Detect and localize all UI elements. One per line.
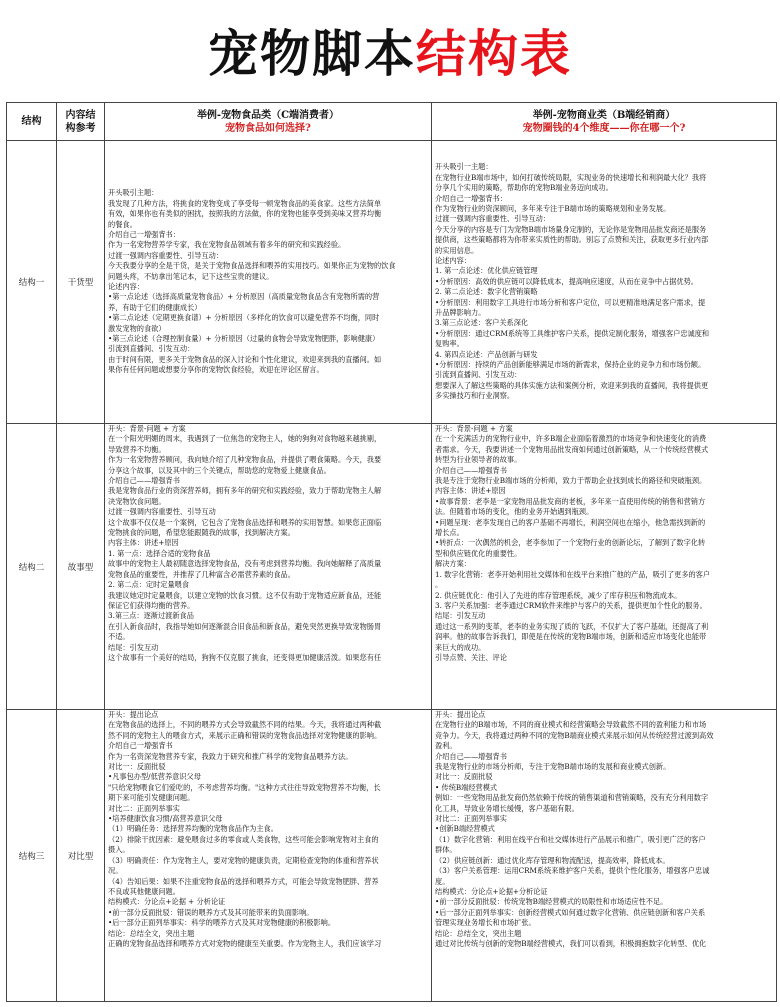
- text-line: 决宠物饮食问题。: [108, 496, 166, 506]
- c-example-cell: [105, 710, 432, 1002]
- text-line: 对比二：正面列举事实: [435, 814, 507, 824]
- text-line: 介绍自己一增强背书: [108, 741, 173, 751]
- text-line: 过渡一强调内容重要性、引导互动：: [108, 250, 224, 260]
- header-c-title: 举例-宠物食品类（C端消费者）: [196, 109, 340, 121]
- structure-table: [6, 102, 777, 1002]
- text-line: 引流到直播间、引发互动：: [108, 344, 195, 354]
- text-line: •分析原因：持续的产品创新能够满足市场的新需求，保持企业的竞争力和市场份额。: [435, 360, 706, 370]
- text-line: 不良或其他健康问题。: [108, 886, 180, 896]
- text-line: 增长点。: [435, 528, 464, 538]
- header-c-example: [105, 103, 432, 141]
- text-line: 的实用信息。: [435, 245, 479, 255]
- row-label: 结构二: [7, 424, 57, 710]
- text-line: 这个故事有一个美好的结局，狗狗不仅克服了挑食，还变得更加健康活泼。如果您有任: [108, 652, 382, 662]
- c-example-cell: [105, 141, 432, 424]
- text-line: 我建议她定时定量喂食，以建立宠物的饮食习惯。这不仅有助于宠物适应新食品，还能: [108, 590, 382, 600]
- text-line: •分析原因：高效的供应链可以降低成本，提高响应速度，从而在竞争中占据优势。: [435, 276, 698, 286]
- text-line: 竞争力。今天，我将通过两种不同的宠物B端商业模式来展示如何从传统经营过渡到高效: [435, 730, 714, 740]
- text-line: （1）数字化营销：利用在线平台和社交媒体进行产品展示和推广，吸引更广泛的客户: [435, 834, 706, 844]
- text-line: 盈利。: [435, 741, 457, 751]
- text-line: 然不同的宠物主人的喂食方式，来展示正确和错误的宠物食品选择对宠物健康的影响。: [108, 730, 382, 740]
- text-line: （3）客户关系管理：运用CRM系统来维护客户关系，提供个性化服务，增强客户忠诚: [435, 866, 710, 876]
- text-line: •转折点：一次偶然的机会，老李参加了一个宠物行业的创新论坛，了解到了数字化转: [435, 538, 706, 548]
- text-line: 3.第三点：逐渐过渡新食品: [108, 611, 194, 621]
- text-line: 多实操技巧和行业洞察。: [435, 391, 515, 401]
- text-line: 者需求。今天，我要讲述一个宠物用品批发商如何通过创新策略，从一个传统经营模式: [435, 444, 709, 454]
- text-line: 作为一名宠物营养学专家，我在宠物食品领域有着多年的研究和实践经验。: [108, 240, 346, 250]
- text-line: （4）告知后果：如果不注重宠物食品的选择和喂养方式，可能会导致宠物肥胖、营养: [108, 876, 379, 886]
- text-line: 2. 供应链优化：他引入了先进的库存管理系统，减少了库存积压和物流成本。: [435, 590, 682, 600]
- text-line: 结论：总结全文，突出主题: [435, 928, 522, 938]
- text-line: 在宠物食品的选择上，不同的喂养方式会导致截然不同的结果。今天，我将通过两种截: [108, 720, 382, 730]
- row-structure-3: [7, 710, 777, 1002]
- text-line: 在一个阳光明媚的周末，我遇到了一位焦急的宠物主人，她的狗狗对食物越来越挑剔，: [108, 434, 382, 444]
- text-line: 2. 第二点论述：数字化营销策略: [435, 287, 538, 297]
- text-line: 结尾：引发互动: [435, 611, 486, 621]
- text-line: 结尾：引发互动: [108, 642, 159, 652]
- c-example-text: [105, 710, 431, 949]
- text-line: 度。: [435, 876, 450, 886]
- title-part-red: 结构表: [416, 25, 572, 83]
- text-line: 3.第三点论述：客户关系深化: [435, 318, 529, 328]
- text-line: 化工具，导致业务增长缓慢，客户基础有限。: [435, 803, 579, 813]
- text-line: 介绍自己——增强背书: [435, 465, 507, 475]
- text-line: 我是宠物行业的市场分析师，专注于宠物B端市场的发展和商业模式创新。: [435, 762, 671, 772]
- c-example-text: [105, 188, 431, 375]
- text-line: 况。: [108, 866, 123, 876]
- header-content-ref: 内容结构参考: [57, 103, 105, 141]
- text-line: 复购率。: [435, 339, 464, 349]
- text-line: 作为一名资深宠物营养专家，我致力于研究和推广科学的宠物食品喂养方法。: [108, 751, 353, 761]
- header-b-title: 举例-宠物商业类（B端经销商）: [532, 109, 676, 121]
- text-line: •分析原因：利用数字工具进行市场分析和客户定位，可以更精准地满足客户需求，提: [435, 297, 706, 307]
- text-line: 结构模式：分论点+论据+分析论证: [435, 886, 548, 896]
- text-line: （2）供应链创新：通过优化库存管理和物流配送，提高效率，降低成本。: [435, 855, 670, 865]
- text-line: "只给宠物喂食它们爱吃的，不考虑营养均衡。"这种方式往往导致宠物营养不均衡，长: [108, 782, 381, 792]
- text-line: 例如：一些宠物用品批发商仍然依赖于传统的销售渠道和营销策略，没有充分利用数字: [435, 793, 709, 803]
- text-line: •第三点论述（合理控制食量）+ 分析原因（过量的食物会导致宠物肥胖，影响健康）: [108, 334, 380, 344]
- row-type: 对比型: [57, 710, 105, 1002]
- b-example-text: [432, 162, 776, 401]
- text-line: •前一部分反面批驳：错误的喂养方式及其可能带来的负面影响。: [108, 907, 314, 917]
- text-line: 宠物挑食的问题，希望您能跟随我的故事，找到解决方案。: [108, 528, 295, 538]
- header-row: [7, 103, 777, 141]
- text-line: •第二点论述（定期更换食谱）+ 分析原因（多样化的饮食可以避免营养不均衡，同时: [108, 313, 380, 323]
- text-line: •故事背景：老李是一家宠物用品批发商的老板，多年来一直使用传统的销售和营销方: [435, 496, 706, 506]
- text-line: （1）明确任务：选择营养均衡的宠物食品作为主食。: [108, 824, 278, 834]
- text-line: 今天我要分享的全是干货，是关于宠物食品选择和喂养的实用技巧。如果你正为宠物的饮食: [108, 261, 396, 271]
- row-type: 干货型: [57, 141, 105, 424]
- text-line: 问题头疼，不妨拿出笔记本，记下这些宝贵的建议。: [108, 271, 274, 281]
- text-line: 2. 第二点：定时定量喂食: [108, 580, 190, 590]
- text-line: •创新B端经营模式: [435, 824, 495, 834]
- text-line: 今天分享的内容是专门为宠物B端市场量身定制的，无论你是宠物用品批发商还是服务: [435, 224, 707, 234]
- text-line: 管理实现业务增长和市场扩张。: [435, 918, 536, 928]
- text-line: 想要深入了解这些策略的具体实施方法和案例分析，欢迎来到我的直播间，我将提供更: [435, 380, 709, 390]
- text-line: 作为一名宠物营养顾问，我向她介绍了几种宠物食品，并提供了喂食策略。今天，我要: [108, 455, 382, 465]
- text-line: 对比一：反面批驳: [108, 762, 166, 772]
- text-line: 开头：提出论点: [108, 710, 159, 719]
- text-line: 对比二：正面列举事实: [108, 803, 180, 813]
- text-line: 。: [435, 580, 443, 590]
- text-line: 转型为行业领导者的故事。: [435, 455, 522, 465]
- text-line: 过渡一强调内容重要性、引导互动：: [435, 214, 551, 224]
- text-line: 开头：背景-问题 + 方案: [108, 424, 186, 433]
- text-line: 的餐食。: [108, 219, 137, 229]
- text-line: 养，有助于它们的健康成长）: [108, 302, 202, 312]
- text-line: 在一个充满活力的宠物行业中，许多B端企业面临着激烈的市场竞争和快速变化的消费: [435, 434, 707, 444]
- header-structure: 结构: [7, 103, 57, 141]
- header-b-example: [432, 103, 777, 141]
- text-line: 开头吸引一主题：: [435, 162, 493, 172]
- text-line: 润率。他的故事告诉我们，即使是在传统的宠物B端市场，创新和适应市场变化也能带: [435, 632, 707, 642]
- row-structure-2: [7, 424, 777, 710]
- text-line: 正确的宠物食品选择和喂养方式对宠物的健康至关重要。作为宠物主人，我们应该学习: [108, 938, 382, 948]
- text-line: 结构模式：分论点+论据 + 分析论证: [108, 897, 226, 907]
- text-line: （2）排除干扰因素：避免喂食过多的零食或人类食物，这些可能会影响宠物对主食的: [108, 834, 379, 844]
- text-line: •前一部分反面批驳：传统宠物B端经营模式的局限性和市场适应性不足。: [435, 897, 668, 907]
- c-example-text: [105, 424, 431, 663]
- row-type: 故事型: [57, 424, 105, 710]
- text-line: 有效，如果你也有类似的困扰，按照我的方法做，你的宠物也能享受到美味又营养均衡: [108, 209, 382, 219]
- text-line: 1. 第一点：选择合适的宠物食品: [108, 548, 211, 558]
- text-line: 在宠物行业B端市场中，如何打破传统局限，实现业务的快速增长和利润最大化？我将: [435, 172, 707, 182]
- text-line: 1. 数字化营销：老李开始利用社交媒体和在线平台来推广他的产品，吸引了更多的客户: [435, 569, 711, 579]
- c-example-cell: [105, 424, 432, 710]
- b-example-cell: [432, 141, 777, 424]
- text-line: 由于时间有限，更多关于宠物食品的深入讨论和个性化建议，欢迎来到我的直播间。如: [108, 354, 382, 364]
- text-line: •分析原因：通过CRM系统等工具维护客户关系，提供定制化服务，增强客户忠诚度和: [435, 328, 710, 338]
- text-line: 我是宠物食品行业的资深营养师，拥有多年的研究和实践经验，致力于帮助宠物主人解: [108, 486, 382, 496]
- text-line: 升品牌影响力。: [435, 308, 486, 318]
- text-line: 群体。: [435, 845, 457, 855]
- text-line: 介绍自己一增强背书：: [435, 193, 507, 203]
- text-line: 作为宠物行业的资深顾问，多年来专注于B端市场的策略规划和业务发展。: [435, 203, 671, 213]
- text-line: 故事中的宠物主人最初随意选择宠物食品，没有考虑到营养均衡。我向她解释了高质量: [108, 559, 382, 569]
- text-line: 保证它们获得均衡的营养。: [108, 600, 195, 610]
- text-line: 1. 第一点论述：优化供应链管理: [435, 266, 538, 276]
- text-line: • 传统B端经营模式: [435, 782, 498, 792]
- text-line: 3. 客户关系加强：老李通过CRM软件来维护与客户的关系，提供更加个性化的服务。: [435, 600, 707, 610]
- text-line: 这个故事不仅仅是一个案例，它包含了宠物食品选择和喂养的实用智慧。如果您正面临: [108, 517, 382, 527]
- text-line: 我是专注于宠物行业B端市场的分析师，致力于帮助企业找到成长的路径和突破瓶颈。: [435, 476, 707, 486]
- text-line: 引导点赞、关注、评论: [435, 652, 507, 662]
- text-line: 导致营养不均衡。: [108, 444, 166, 454]
- b-example-cell: [432, 424, 777, 710]
- text-line: 开头：背景-问题 + 方案: [435, 424, 513, 433]
- text-line: 引流到直播间、引发互动：: [435, 370, 522, 380]
- text-line: 来巨大的成功。: [435, 642, 486, 652]
- text-line: 解决方案：: [435, 559, 471, 569]
- text-line: 内容主体：讲述+原因: [435, 486, 506, 496]
- text-line: •后一部分正面列举事实：创新经营模式如何通过数字化营销、供应链创新和客户关系: [435, 907, 706, 917]
- text-line: 在宠物行业的B端市场，不同的商业模式和经营策略会导致截然不同的盈利能力和市场: [435, 720, 707, 730]
- text-line: 摄入。: [108, 845, 130, 855]
- text-line: 论述内容：: [435, 255, 471, 265]
- header-c-subtitle: 宠物食品如何选择?: [225, 122, 311, 134]
- text-line: 过渡一强调内容重要性、引导互动: [108, 507, 216, 517]
- b-example-text: [432, 710, 776, 949]
- text-line: 开头：提出论点: [435, 710, 486, 719]
- text-line: •凡事包办型/低营养意识父母: [108, 772, 201, 782]
- text-line: 论述内容：: [108, 282, 144, 291]
- text-line: 激发宠物的食欲）: [108, 323, 166, 333]
- text-line: 分享几个实用的策略，帮助你的宠物B端业务迈向成功。: [435, 183, 613, 193]
- text-line: 通过这一系列的变革，老李的业务实现了质的飞跃，不仅扩大了客户基础，还提高了利: [435, 621, 709, 631]
- text-line: 宠物食品的重要性，并推荐了几种富含必需营养素的食品。: [108, 569, 295, 579]
- text-line: 对比一：反面批驳: [435, 772, 493, 782]
- text-line: 法。但随着市场的变化，他的业务开始遇到瓶颈。: [435, 507, 594, 517]
- text-line: 果你有任何问题或想要分享你的宠物饮食经验，欢迎在评论区留言。: [108, 365, 324, 375]
- text-line: 我发现了几种方法，将挑食的宠物变成了享受每一顿宠物食品的美食家。这些方法简单: [108, 198, 382, 208]
- text-line: 期下来可能引发健康问题。: [108, 793, 195, 803]
- b-example-text: [432, 424, 776, 663]
- text-line: 介绍自己——增强背书: [435, 751, 507, 761]
- page-title: [0, 8, 780, 100]
- text-line: 结论：总结全文，突出主题: [108, 928, 195, 938]
- row-label: 结构一: [7, 141, 57, 424]
- text-line: 提供商，这些策略都将为你带来实质性的帮助。别忘了点赞和关注，获取更多行业内部: [435, 235, 709, 245]
- text-line: 通过对比传统与创新的宠物B端经营模式，我们可以看到，积极拥抱数字化转型、优化: [435, 938, 707, 948]
- text-line: 内容主体：讲述+原因: [108, 538, 179, 548]
- text-line: •培养健康饮食习惯/高营养意识父母: [108, 814, 223, 824]
- title-part-black: 宠物脚本: [208, 25, 416, 83]
- text-line: 4. 第四点论述：产品创新与研发: [435, 349, 538, 359]
- text-line: （3）明确责任：作为宠物主人，要对宠物的健康负责，定期检查宠物的体重和营养状: [108, 855, 379, 865]
- text-line: •后一部分正面列举事实：科学的喂养方式及其对宠物健康的积极影响。: [108, 918, 336, 928]
- row-structure-1: [7, 141, 777, 424]
- text-line: 型和供应链优化的重要性。: [435, 548, 522, 558]
- b-example-cell: [432, 710, 777, 1002]
- text-line: •问题呈现：老李发现自己的客户基础不再增长，利润空间也在缩小，他急需找到新的: [435, 517, 706, 527]
- row-label: 结构三: [7, 710, 57, 1002]
- header-b-subtitle: 宠物圈钱的4个维度——你在哪一个?: [522, 122, 686, 134]
- text-line: 分享这个故事，以及其中的三个关键点，帮助您的宠物爱上健康食品。: [108, 465, 331, 475]
- text-line: 在引入新食品时，我指导她如何逐渐混合旧食品和新食品，避免突然更换导致宠物肠胃: [108, 621, 382, 631]
- text-line: 不适。: [108, 632, 130, 642]
- text-line: 介绍自己——增强背书: [108, 476, 180, 486]
- text-line: 介绍自己一增强背书：: [108, 229, 180, 239]
- text-line: 开头吸引主题：: [108, 188, 159, 198]
- text-line: •第一点论述（选择高质量宠物食品）+ 分析原因（高质量宠物食品含有宠物所需的营: [108, 292, 380, 302]
